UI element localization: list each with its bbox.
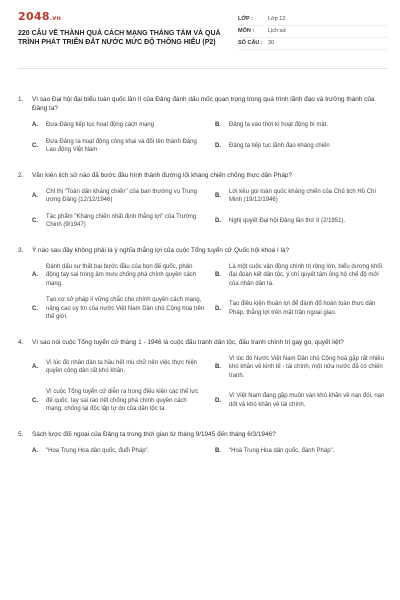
option-letter: D. [215,217,221,224]
meta-row-subject [238,26,388,38]
option-c[interactable] [32,213,205,230]
option-letter: A. [32,272,38,278]
option-text: Vì lúc đó nhân dân ta hầu hết mù chữ nên việc thực hiện quyền công dân rất khó khăn. [46,359,198,375]
logo-suffix: .vn [49,15,62,22]
option-text: Đảng ta vào thời kì hoạt động bí mật. [229,122,328,128]
option-c[interactable] [32,388,205,414]
meta-value: 30 [268,40,275,46]
answer-options [18,447,388,456]
question-list [18,69,388,455]
option-letter: A. [32,447,38,454]
question-number: 4. [18,338,24,346]
question-1 [18,95,388,155]
document-header [18,10,388,69]
option-text: Chỉ thị "Toàn dân kháng chiến" của ban thường vụ Trung ương Đảng (12/12/1946) [46,188,197,203]
question-number: 5. [18,430,24,438]
option-letter: D. [215,142,221,149]
question-number: 1. [18,96,24,103]
option-letter: A. [32,122,38,128]
option-text: Lời kêu gọi toàn quốc kháng chiến của Chủ tịch Hồ Chí Minh (19/12/1946) [229,188,377,203]
meta-key: SỐ CÂU : [238,40,263,46]
option-c[interactable] [32,296,205,322]
site-logo[interactable] [18,10,228,23]
option-text: "Hoà Trung Hoa dân quốc, đánh Pháp". [229,447,335,454]
header-left [18,10,228,68]
option-letter: D. [215,397,221,404]
option-letter: B. [215,192,221,199]
option-letter: C. [32,142,38,149]
option-d[interactable] [215,138,388,155]
question-text: Sách lược đối ngoại của Đảng ta trong thời gian từ tháng 9/1945 đến tháng 6/3/1946? [32,430,276,438]
option-c[interactable] [32,138,205,155]
option-letter: B. [215,364,221,370]
option-d[interactable] [215,296,388,322]
option-d[interactable] [215,213,388,230]
meta-table [238,10,388,68]
option-text: Đưa Đảng ra hoạt động công khai và đổi tên thành Đảng Lao động Việt Nam [46,138,197,153]
option-b[interactable] [215,355,388,381]
option-a[interactable] [32,121,205,130]
option-text: Là một cuộc vận động chính trị rộng lớn, biểu dương khối đại đoàn kết dân tộc, ý chí quyết tâm ủng hộ chế độ mới của nhân dân ta. [229,263,382,287]
meta-key: MÔN : [238,28,255,34]
question-2 [18,171,388,230]
option-text: Vì Việt Nam đang gặp muôn vàn khó khăn về nạn đói, nạn dốt và khó khăn về tài chính. [229,393,385,408]
option-a[interactable] [32,263,205,289]
document-title: 220 CÂU VỀ THÀNH QUẢ CÁCH MẠNG THÁNG TÁM VÀ QUÁ TRÌNH PHÁT TRIỂN ĐẤT NƯỚC MỨC ĐỘ THÔNG HIỂU (P2) [18,30,221,46]
meta-value: Lịch sử [268,28,287,34]
option-a[interactable] [32,188,205,205]
option-b[interactable] [215,188,388,205]
answer-options [18,121,388,155]
meta-row-class [238,14,388,26]
option-text: Vì lúc đó Nước Việt Nam Dân chủ Cộng hoà gặp rất nhiều khó khăn về kinh tế - tài chính, một nửa nước đã có chiến tranh. [229,355,384,379]
option-text: Đánh dấu sự thất bại bước đầu của bọn đế quốc, phản động tay sai trong âm mưu chống phá chính quyền cách mạng. [46,263,197,287]
option-letter: A. [32,364,38,370]
option-letter: A. [32,192,38,199]
option-text: Đảng ta tiếp tục lãnh đạo kháng chiến [229,142,330,149]
option-text: Tạo điều kiện thuận lợi để đánh đổ hoàn toàn thực dân Pháp, thắng lợi trên mặt trận ngoại giao. [229,301,376,316]
question-number: 2. [18,171,24,179]
option-b[interactable] [215,263,388,289]
option-text: Vì cuộc Tổng tuyển cử diễn ra trong điều kiện các thế lực đế quốc, tay sai ráo riết chống phá chính quyền cách mạng, chống lại độc lập tự do của dân tộc ta. [46,389,199,412]
option-text: "Hoa Trung Hoa dân quốc, đuổi Pháp". [46,447,150,454]
option-text: Tạo cơ sở pháp lí vững chắc cho chính quyền cách mạng, nâng cao uy tín của nước Việt Nam Dân chủ Cộng hoà trên thế giới. [46,297,205,320]
logo-text: 2048 [18,10,50,23]
option-letter: D. [215,305,221,312]
question-5 [18,430,388,456]
answer-options [18,188,388,230]
option-b[interactable] [215,447,388,456]
option-b[interactable] [215,121,388,130]
option-a[interactable] [32,447,205,456]
question-text: Văn kiện lịch sử nào đã bước đầu hình thành đường lối kháng chiến chống thực dân Pháp? [32,171,292,179]
question-4 [18,338,388,414]
option-letter: B. [215,122,221,128]
question-text: Ý nào sau đây không phải là ý nghĩa thắng lợi của cuộc Tổng tuyển cử Quốc hội khoá I là? [32,246,290,254]
option-letter: B. [215,447,221,454]
option-letter: C. [32,217,38,224]
question-text: Vì sao Đại hội đại biểu toàn quốc lần II của Đảng đánh dấu mốc quan trọng trong quá trình lãnh đạo và trưởng thành của Đảng ta? [32,96,375,112]
option-a[interactable] [32,355,205,381]
option-letter: C. [32,305,38,312]
option-text: Nghị quyết Đại hội Đảng lần thứ II (2/1951). [229,217,346,224]
question-3 [18,246,388,322]
option-letter: C. [32,397,38,404]
answer-options [18,355,388,414]
meta-key: LỚP : [238,16,253,22]
option-text: Tác phẩm "Kháng chiến nhất định thắng lợi" của Trường Chinh (9/1947) [46,213,197,228]
meta-value: Lớp 12 [268,16,286,22]
option-d[interactable] [215,388,388,414]
question-text: Vì sao nói cuộc Tổng tuyển cử tháng 1 - 1946 là cuộc đấu tranh dân tộc, đấu tranh chính trị gay go, quyết liệt? [32,338,344,346]
option-letter: B. [215,272,221,278]
option-text: Đưa Đảng tiếp tục hoạt động cách mạng [46,122,155,128]
question-number: 3. [18,246,24,254]
meta-row-count [238,38,388,50]
answer-options [18,263,388,322]
